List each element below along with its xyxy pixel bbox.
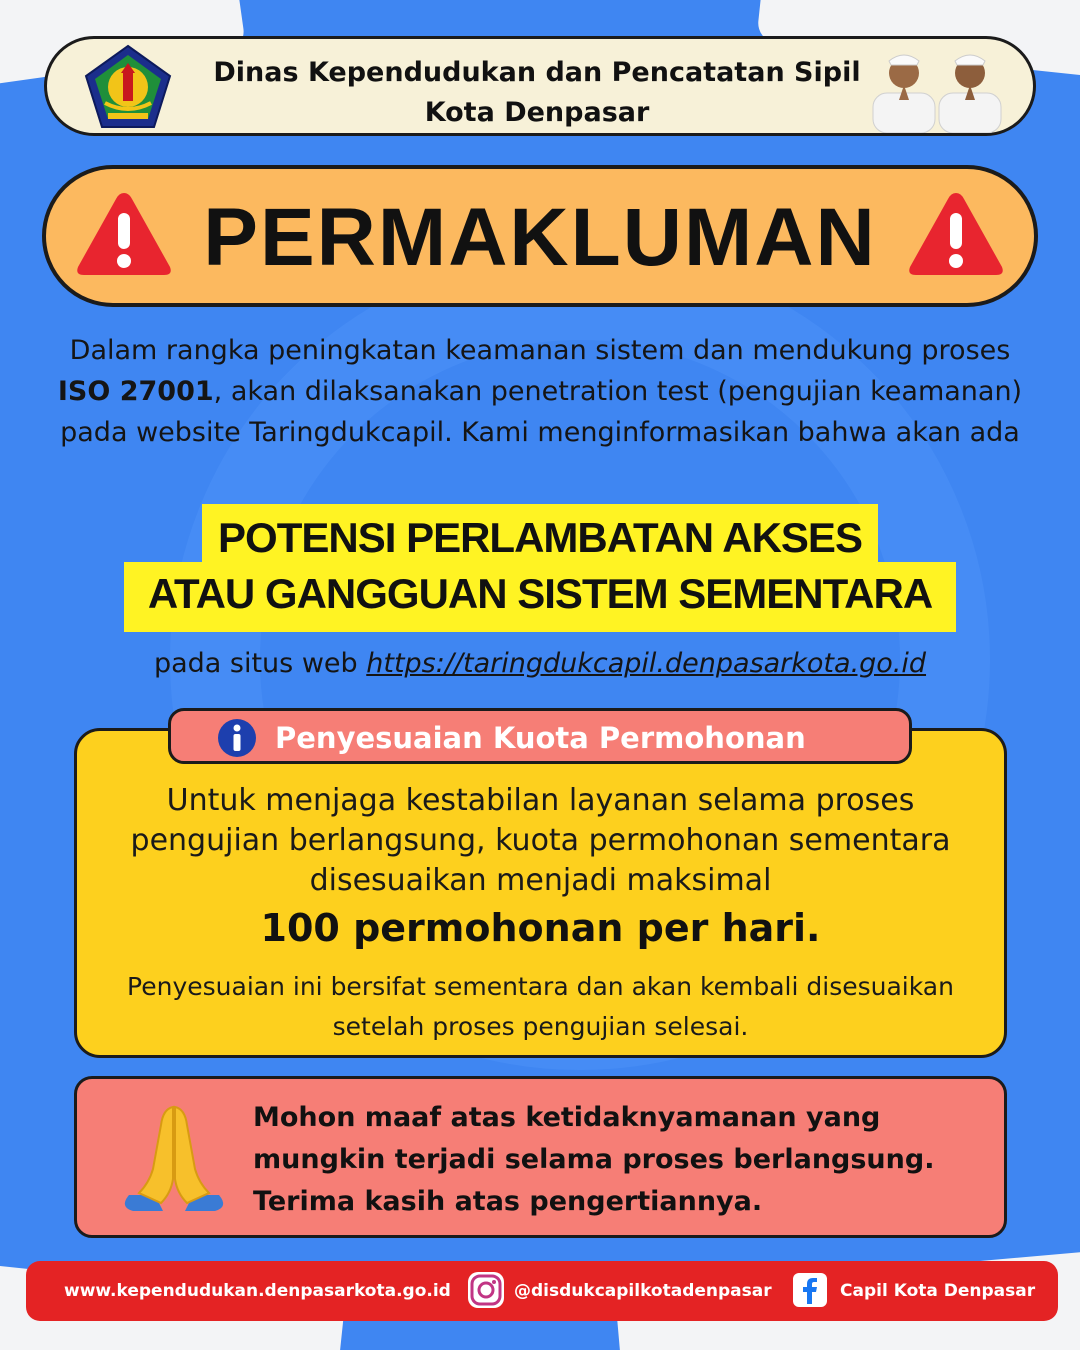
apology-box bbox=[74, 1076, 1007, 1238]
page-title: PERMAKLUMAN bbox=[203, 192, 877, 283]
warning-icon bbox=[74, 189, 174, 279]
apology-line3: Terima kasih atas pengertiannya. bbox=[253, 1186, 763, 1217]
quota-heading: Penyesuaian Kuota Permohonan bbox=[275, 721, 806, 755]
header-title-line1: Dinas Kependudukan dan Pencatatan Sipil bbox=[213, 57, 861, 88]
footer-instagram-link[interactable]: @disdukcapilkotadenpasar bbox=[514, 1281, 772, 1301]
info-icon bbox=[217, 718, 257, 758]
officials-photo bbox=[869, 45, 1005, 133]
apology-text bbox=[253, 1097, 983, 1223]
footer-facebook-link[interactable]: Capil Kota Denpasar bbox=[840, 1281, 1036, 1301]
highlight-line2: ATAU GANGGUAN SISTEM SEMENTARA bbox=[124, 562, 956, 632]
footer-website-link[interactable]: www.kependudukan.denpasarkota.go.id bbox=[64, 1281, 451, 1301]
praying-hands-icon bbox=[115, 1099, 233, 1217]
facebook-icon bbox=[792, 1272, 828, 1308]
highlight-line1: POTENSI PERLAMBATAN AKSES bbox=[202, 504, 878, 572]
quota-heading-tab bbox=[168, 708, 912, 764]
quota-body-text: Untuk menjaga kestabilan layanan selama proses pengujian berlangsung, kuota permohonan sementara disesuaikan menjadi maksimal bbox=[130, 783, 951, 898]
quota-note-text: Penyesuaian ini bersifat sementara dan akan kembali disesuaikan setelah proses pengujian selesai. bbox=[127, 972, 954, 1041]
intro-text-part1: Dalam rangka peningkatan keamanan sistem dan mendukung proses bbox=[69, 335, 1011, 366]
site-url-link[interactable]: https://taringdukcapil.denpasarkota.go.id bbox=[366, 648, 927, 679]
warning-icon bbox=[906, 189, 1006, 279]
title-banner bbox=[42, 165, 1038, 307]
city-emblem-icon bbox=[83, 43, 173, 133]
instagram-icon bbox=[466, 1270, 506, 1310]
apology-line2: mungkin terjadi selama proses berlangsung. bbox=[253, 1144, 935, 1175]
header-title bbox=[187, 53, 887, 133]
quota-info-box bbox=[74, 728, 1007, 1058]
site-prefix: pada situs web bbox=[153, 648, 367, 679]
quota-limit-text: 100 permohonan per hari. bbox=[260, 906, 821, 950]
apology-line1: Mohon maaf atas ketidaknyamanan yang bbox=[253, 1102, 881, 1133]
header-banner bbox=[44, 36, 1036, 136]
intro-text-part2: , akan dilaksanakan penetration test (pengujian keamanan) pada website Taringdukcapil. Kami menginformasikan bahwa akan ada bbox=[60, 376, 1023, 448]
footer-bar bbox=[26, 1261, 1058, 1321]
site-line bbox=[40, 644, 1040, 684]
intro-iso-bold: ISO 27001 bbox=[57, 376, 214, 407]
header-title-line2: Kota Denpasar bbox=[424, 97, 650, 128]
intro-paragraph bbox=[40, 330, 1040, 453]
